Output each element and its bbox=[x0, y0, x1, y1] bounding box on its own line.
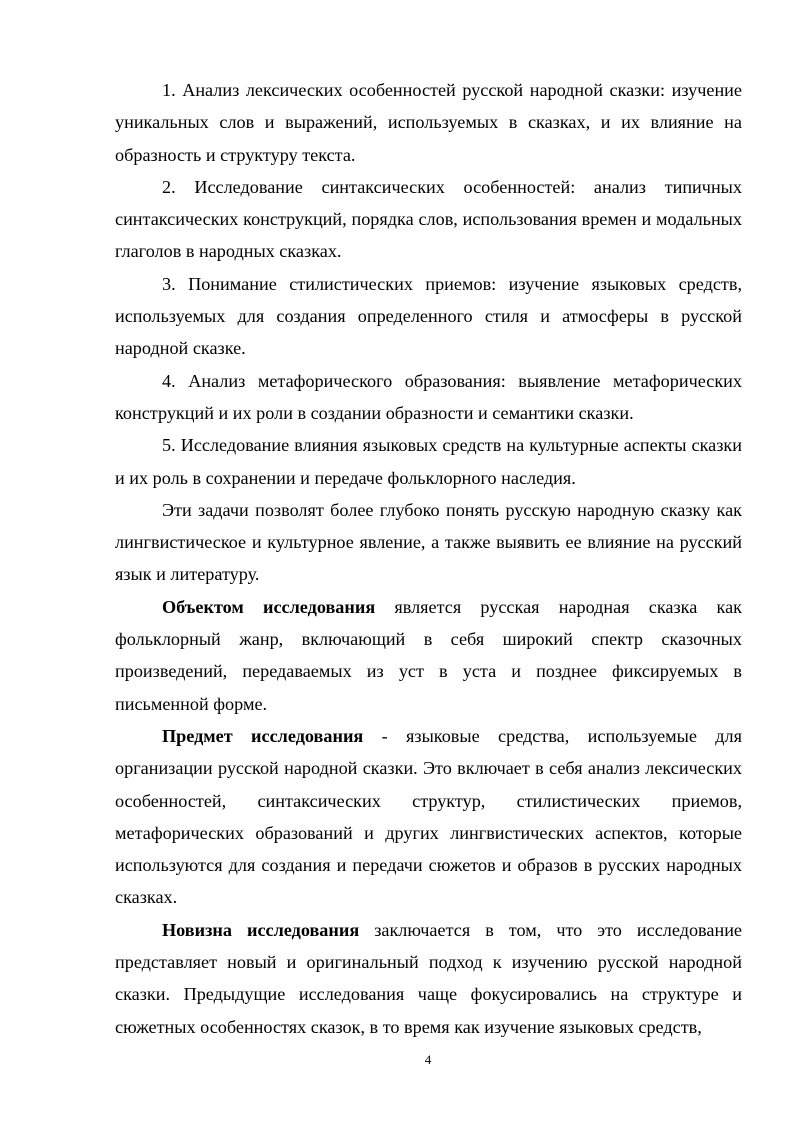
paragraph-text: 2. Исследование синтаксических особенностей: анализ типичных синтаксических конструкций, порядка слов, использования времен и модальных глаголов в народных сказках. bbox=[115, 176, 742, 262]
paragraph-object bbox=[115, 591, 742, 720]
paragraph-task-5 bbox=[115, 429, 742, 494]
paragraph-text: является русская народная сказка как фольклорный жанр, включающий в себя широкий спектр сказочных произведений, передаваемых из уст в уста и позднее фиксируемых в письменной форме. bbox=[115, 596, 742, 714]
paragraph-task-4 bbox=[115, 365, 742, 430]
paragraph-bold-lead: Предмет исследования bbox=[162, 725, 364, 746]
paragraph-summary bbox=[115, 494, 742, 591]
paragraph-text: заключается в том, что это исследование представляет новый и оригинальный подход к изучению русской народной сказки. Предыдущие исследования чаще фокусировались на структуре и сюжетных особенностях сказок, в то время как изучение языковых средств, bbox=[115, 919, 742, 1037]
paragraph-subject bbox=[115, 720, 742, 914]
paragraph-text: 4. Анализ метафорического образования: выявление метафорических конструкций и их роли в создании образности и семантики сказки. bbox=[115, 370, 742, 423]
paragraph-task-2 bbox=[115, 171, 742, 268]
paragraph-text: Эти задачи позволят более глубоко понять русскую народную сказку как лингвистическое и культурное явление, а также выявить ее влияние на русский язык и литературу. bbox=[115, 499, 742, 585]
paragraph-bold-lead: Новизна исследования bbox=[162, 919, 360, 940]
page-number: 4 bbox=[424, 1052, 432, 1067]
page-body bbox=[115, 74, 742, 1043]
paragraph-task-3 bbox=[115, 268, 742, 365]
paragraph-text: 3. Понимание стилистических приемов: изучение языковых средств, используемых для создания определенного стиля и атмосферы в русской народной сказке. bbox=[115, 273, 742, 359]
paragraph-text: - языковые средства, используемые для организации русской народной сказки. Это включает в себя анализ лексических особенностей, синтаксических структур, стилистических приемов, метафорических образований и других лингвистических аспектов, которые используются для создания и передачи сюжетов и образов в русских народных сказках. bbox=[115, 725, 742, 908]
paragraph-text: 5. Исследование влияния языковых средств на культурные аспекты сказки и их роль в сохранении и передаче фольклорного наследия. bbox=[115, 435, 742, 488]
paragraph-bold-lead: Объектом исследования bbox=[162, 596, 376, 617]
paragraph-text: 1. Анализ лексических особенностей русской народной сказки: изучение уникальных слов и выражений, используемых в сказках, и их влияние на образность и структуру текста. bbox=[115, 80, 742, 165]
paragraph-novelty bbox=[115, 914, 742, 1043]
paragraph-task-1 bbox=[115, 74, 742, 171]
